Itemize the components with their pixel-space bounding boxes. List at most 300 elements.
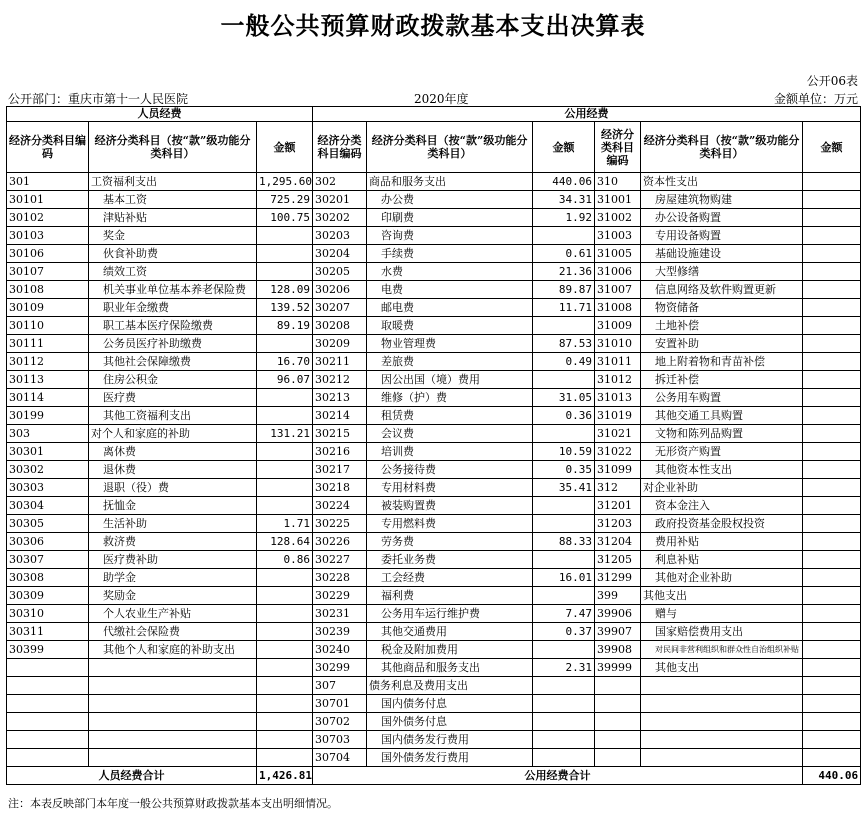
- col-subject-header: 经济分类科目（按“款”级功能分类科目）: [367, 122, 533, 173]
- footnote: 注：本表反映部门本年度一般公共预算财政拨款基本支出明细情况。: [8, 797, 338, 810]
- capital-amount-cell: [803, 551, 861, 569]
- capital-subject-cell: 信息网络及软件购置更新: [641, 281, 803, 299]
- public-code-cell: 30299: [313, 659, 367, 677]
- public-subject-cell: 维修（护）费: [367, 389, 533, 407]
- capital-amount-cell: [803, 605, 861, 623]
- personnel-amount-cell: 128.64: [257, 533, 313, 551]
- expenditure-table: [6, 106, 861, 785]
- capital-subject-cell: 对民间非营利组织和群众性自治组织补贴: [641, 641, 803, 659]
- personnel-subject-cell: 抚恤金: [89, 497, 257, 515]
- capital-amount-cell: [803, 173, 861, 191]
- public-code-cell: 30206: [313, 281, 367, 299]
- personnel-subject-cell: 绩效工资: [89, 263, 257, 281]
- capital-subject-cell: 其他支出: [641, 659, 803, 677]
- capital-subject-cell: 安置补助: [641, 335, 803, 353]
- personnel-amount-cell: 96.07: [257, 371, 313, 389]
- capital-subject-cell: 利息补贴: [641, 551, 803, 569]
- capital-code-cell: 31022: [595, 443, 641, 461]
- public-code-cell: 30224: [313, 497, 367, 515]
- capital-subject-cell: 专用设备购置: [641, 227, 803, 245]
- public-code-cell: 30213: [313, 389, 367, 407]
- personnel-amount-cell: 16.70: [257, 353, 313, 371]
- table-row: [7, 335, 861, 353]
- personnel-code-cell: 30307: [7, 551, 89, 569]
- table-row: [7, 623, 861, 641]
- table-row: [7, 389, 861, 407]
- personnel-subject-cell: 其他社会保障缴费: [89, 353, 257, 371]
- public-amount-cell: [533, 371, 595, 389]
- public-code-cell: 30209: [313, 335, 367, 353]
- public-code-cell: 302: [313, 173, 367, 191]
- public-subject-cell: 工会经费: [367, 569, 533, 587]
- capital-subject-cell: [641, 713, 803, 731]
- public-code-cell: 30231: [313, 605, 367, 623]
- personnel-amount-cell: [257, 623, 313, 641]
- personnel-amount-cell: [257, 263, 313, 281]
- personnel-amount-cell: [257, 407, 313, 425]
- personnel-subject-cell: 津贴补贴: [89, 209, 257, 227]
- personnel-subject-cell: 退休费: [89, 461, 257, 479]
- personnel-code-cell: 30199: [7, 407, 89, 425]
- personnel-subject-cell: 其他个人和家庭的补助支出: [89, 641, 257, 659]
- public-amount-cell: 10.59: [533, 443, 595, 461]
- capital-code-cell: 31009: [595, 317, 641, 335]
- public-amount-cell: [533, 227, 595, 245]
- personnel-code-cell: 30101: [7, 191, 89, 209]
- capital-code-cell: 31021: [595, 425, 641, 443]
- capital-code-cell: 31005: [595, 245, 641, 263]
- personnel-amount-cell: [257, 731, 313, 749]
- table-row: [7, 461, 861, 479]
- personnel-code-cell: 30114: [7, 389, 89, 407]
- personnel-subject-cell: 奖金: [89, 227, 257, 245]
- capital-code-cell: 31205: [595, 551, 641, 569]
- public-code-cell: 30208: [313, 317, 367, 335]
- public-subject-cell: 劳务费: [367, 533, 533, 551]
- public-code-cell: 30201: [313, 191, 367, 209]
- personnel-subject-cell: 医疗费补助: [89, 551, 257, 569]
- table-row: [7, 173, 861, 191]
- public-amount-cell: [533, 551, 595, 569]
- personnel-code-cell: 30310: [7, 605, 89, 623]
- personnel-code-cell: 30102: [7, 209, 89, 227]
- personnel-code-cell: 30303: [7, 479, 89, 497]
- public-code-cell: 30215: [313, 425, 367, 443]
- personnel-subject-cell: [89, 749, 257, 767]
- personnel-subject-cell: 伙食补助费: [89, 245, 257, 263]
- personnel-subject-cell: [89, 731, 257, 749]
- capital-amount-cell: [803, 659, 861, 677]
- public-code-cell: 30227: [313, 551, 367, 569]
- public-code-cell: 30211: [313, 353, 367, 371]
- capital-subject-cell: 基础设施建设: [641, 245, 803, 263]
- capital-amount-cell: [803, 263, 861, 281]
- public-code-cell: 30703: [313, 731, 367, 749]
- capital-amount-cell: [803, 335, 861, 353]
- capital-code-cell: 31010: [595, 335, 641, 353]
- personnel-code-cell: 30111: [7, 335, 89, 353]
- personnel-code-cell: 30113: [7, 371, 89, 389]
- table-row: [7, 443, 861, 461]
- public-code-cell: 30204: [313, 245, 367, 263]
- capital-code-cell: 31201: [595, 497, 641, 515]
- capital-subject-cell: 其他支出: [641, 587, 803, 605]
- table-row: [7, 713, 861, 731]
- personnel-subject-cell: 机关事业单位基本养老保险费: [89, 281, 257, 299]
- personnel-amount-cell: 131.21: [257, 425, 313, 443]
- public-code-cell: 30212: [313, 371, 367, 389]
- col-subject-header: 经济分类科目（按“款”级功能分类科目）: [89, 122, 257, 173]
- public-code-cell: 30216: [313, 443, 367, 461]
- col-subject-header: 经济分类科目（按“款”级功能分类科目）: [641, 122, 803, 173]
- capital-code-cell: 31099: [595, 461, 641, 479]
- table-row: [7, 587, 861, 605]
- capital-amount-cell: [803, 479, 861, 497]
- table-row: [7, 551, 861, 569]
- personnel-subject-cell: 工资福利支出: [89, 173, 257, 191]
- personnel-subject-cell: 医疗费: [89, 389, 257, 407]
- col-code-header: 经济分类科目编码: [313, 122, 367, 173]
- table-row: [7, 677, 861, 695]
- table-row: [7, 731, 861, 749]
- capital-amount-cell: [803, 461, 861, 479]
- personnel-code-cell: [7, 659, 89, 677]
- table-row: [7, 749, 861, 767]
- personnel-subject-cell: 生活补助: [89, 515, 257, 533]
- capital-subject-cell: [641, 749, 803, 767]
- capital-amount-cell: [803, 713, 861, 731]
- public-amount-cell: 21.36: [533, 263, 595, 281]
- capital-subject-cell: 物资储备: [641, 299, 803, 317]
- public-amount-cell: [533, 317, 595, 335]
- personnel-code-cell: 30108: [7, 281, 89, 299]
- capital-amount-cell: [803, 497, 861, 515]
- public-code-cell: 30205: [313, 263, 367, 281]
- capital-subject-cell: 政府投资基金股权投资: [641, 515, 803, 533]
- capital-subject-cell: 国家赔偿费用支出: [641, 623, 803, 641]
- personnel-subject-cell: 救济费: [89, 533, 257, 551]
- capital-subject-cell: 房屋建筑物购建: [641, 191, 803, 209]
- personnel-amount-cell: [257, 713, 313, 731]
- public-subject-cell: 其他交通费用: [367, 623, 533, 641]
- public-subject-cell: 邮电费: [367, 299, 533, 317]
- public-subject-cell: 国外债务付息: [367, 713, 533, 731]
- public-code-cell: 30225: [313, 515, 367, 533]
- capital-subject-cell: 无形资产购置: [641, 443, 803, 461]
- personnel-total-value: 1,426.81: [257, 767, 313, 785]
- public-code-cell: 30202: [313, 209, 367, 227]
- public-amount-cell: 0.37: [533, 623, 595, 641]
- public-code-cell: 30701: [313, 695, 367, 713]
- public-amount-cell: 87.53: [533, 335, 595, 353]
- personnel-amount-cell: [257, 695, 313, 713]
- capital-subject-cell: [641, 677, 803, 695]
- personnel-amount-cell: [257, 335, 313, 353]
- capital-amount-cell: [803, 677, 861, 695]
- personnel-code-cell: [7, 677, 89, 695]
- personnel-amount-cell: [257, 461, 313, 479]
- public-amount-cell: 88.33: [533, 533, 595, 551]
- personnel-subject-cell: [89, 659, 257, 677]
- capital-amount-cell: [803, 749, 861, 767]
- fiscal-year: 2020年度: [414, 92, 469, 106]
- personnel-subject-cell: 退职（役）费: [89, 479, 257, 497]
- personnel-amount-cell: [257, 443, 313, 461]
- public-subject-cell: 公务用车运行维护费: [367, 605, 533, 623]
- capital-subject-cell: 文物和陈列品购置: [641, 425, 803, 443]
- public-subject-cell: 专用燃料费: [367, 515, 533, 533]
- public-subject-cell: 公务接待费: [367, 461, 533, 479]
- form-number: 公开06表: [806, 74, 858, 88]
- public-amount-cell: 31.05: [533, 389, 595, 407]
- personnel-subject-cell: [89, 677, 257, 695]
- public-subject-cell: 印刷费: [367, 209, 533, 227]
- capital-subject-cell: 其他对企业补助: [641, 569, 803, 587]
- personnel-subject-cell: 助学金: [89, 569, 257, 587]
- table-row: [7, 317, 861, 335]
- table-row: [7, 191, 861, 209]
- personnel-amount-cell: [257, 245, 313, 263]
- capital-code-cell: [595, 713, 641, 731]
- capital-code-cell: 31204: [595, 533, 641, 551]
- personnel-subject-cell: [89, 713, 257, 731]
- personnel-subject-cell: 基本工资: [89, 191, 257, 209]
- capital-amount-cell: [803, 587, 861, 605]
- personnel-code-cell: 30107: [7, 263, 89, 281]
- personnel-amount-cell: 128.09: [257, 281, 313, 299]
- table-row: [7, 407, 861, 425]
- capital-subject-cell: 其他资本性支出: [641, 461, 803, 479]
- capital-code-cell: 31002: [595, 209, 641, 227]
- public-code-cell: 30214: [313, 407, 367, 425]
- public-code-cell: 30203: [313, 227, 367, 245]
- table-row: [7, 515, 861, 533]
- report-title: 一般公共预算财政拨款基本支出决算表: [220, 11, 646, 40]
- col-amount-header: 金额: [257, 122, 313, 173]
- capital-amount-cell: [803, 245, 861, 263]
- public-subject-cell: 水费: [367, 263, 533, 281]
- capital-code-cell: 31008: [595, 299, 641, 317]
- public-amount-cell: 35.41: [533, 479, 595, 497]
- personnel-amount-cell: [257, 587, 313, 605]
- capital-amount-cell: [803, 371, 861, 389]
- capital-amount-cell: [803, 731, 861, 749]
- public-subject-cell: 被装购置费: [367, 497, 533, 515]
- capital-subject-cell: 费用补贴: [641, 533, 803, 551]
- capital-amount-cell: [803, 443, 861, 461]
- public-amount-cell: 16.01: [533, 569, 595, 587]
- personnel-amount-cell: 0.86: [257, 551, 313, 569]
- col-code-header: 经济分类科目编码: [7, 122, 89, 173]
- public-amount-cell: [533, 587, 595, 605]
- public-amount-cell: 1.92: [533, 209, 595, 227]
- public-amount-cell: [533, 731, 595, 749]
- personnel-code-cell: 30112: [7, 353, 89, 371]
- capital-subject-cell: 对企业补助: [641, 479, 803, 497]
- personnel-code-cell: [7, 713, 89, 731]
- public-subject-cell: 国内债务付息: [367, 695, 533, 713]
- personnel-subject-cell: 职工基本医疗保险缴费: [89, 317, 257, 335]
- public-subject-cell: 国内债务发行费用: [367, 731, 533, 749]
- col-amount-header: 金额: [533, 122, 595, 173]
- capital-amount-cell: [803, 569, 861, 587]
- public-subject-cell: 租赁费: [367, 407, 533, 425]
- col-code-header: 经济分类科目编码: [595, 122, 641, 173]
- public-amount-cell: 0.36: [533, 407, 595, 425]
- capital-subject-cell: 其他交通工具购置: [641, 407, 803, 425]
- department-label: 公开部门：重庆市第十一人民医院: [8, 92, 189, 106]
- personnel-amount-cell: [257, 677, 313, 695]
- capital-amount-cell: [803, 407, 861, 425]
- table-row: [7, 425, 861, 443]
- capital-amount-cell: [803, 317, 861, 335]
- public-code-cell: 30229: [313, 587, 367, 605]
- public-code-cell: 30217: [313, 461, 367, 479]
- personnel-subject-cell: 住房公积金: [89, 371, 257, 389]
- personnel-subject-cell: 离休费: [89, 443, 257, 461]
- capital-amount-cell: [803, 515, 861, 533]
- public-subject-cell: 国外债务发行费用: [367, 749, 533, 767]
- public-subject-cell: 商品和服务支出: [367, 173, 533, 191]
- personnel-total-label: 人员经费合计: [7, 767, 257, 785]
- personnel-amount-cell: 1,295.60: [257, 173, 313, 191]
- personnel-code-cell: 30308: [7, 569, 89, 587]
- capital-subject-cell: 拆迁补偿: [641, 371, 803, 389]
- capital-subject-cell: [641, 695, 803, 713]
- personnel-code-cell: 30109: [7, 299, 89, 317]
- table-row: [7, 227, 861, 245]
- public-subject-cell: 手续费: [367, 245, 533, 263]
- public-amount-cell: 0.49: [533, 353, 595, 371]
- capital-code-cell: 312: [595, 479, 641, 497]
- public-code-cell: 30704: [313, 749, 367, 767]
- report-meta: [8, 90, 858, 106]
- personnel-subject-cell: 代缴社会保险费: [89, 623, 257, 641]
- personnel-code-cell: 30110: [7, 317, 89, 335]
- public-subject-cell: 专用材料费: [367, 479, 533, 497]
- capital-code-cell: 31012: [595, 371, 641, 389]
- capital-code-cell: 399: [595, 587, 641, 605]
- public-total-value: 440.06: [803, 767, 861, 785]
- public-amount-cell: [533, 749, 595, 767]
- personnel-amount-cell: [257, 749, 313, 767]
- personnel-code-cell: 30311: [7, 623, 89, 641]
- table-row: [7, 263, 861, 281]
- personnel-amount-cell: [257, 659, 313, 677]
- capital-code-cell: [595, 695, 641, 713]
- table-row: [7, 371, 861, 389]
- public-code-cell: 30240: [313, 641, 367, 659]
- personnel-code-cell: 30301: [7, 443, 89, 461]
- public-amount-cell: [533, 425, 595, 443]
- capital-subject-cell: 赠与: [641, 605, 803, 623]
- capital-amount-cell: [803, 695, 861, 713]
- public-amount-cell: [533, 695, 595, 713]
- public-amount-cell: 7.47: [533, 605, 595, 623]
- public-subject-cell: 咨询费: [367, 227, 533, 245]
- public-subject-cell: 办公费: [367, 191, 533, 209]
- capital-code-cell: 31007: [595, 281, 641, 299]
- personnel-code-cell: 30309: [7, 587, 89, 605]
- public-amount-cell: 0.35: [533, 461, 595, 479]
- public-subject-cell: 电费: [367, 281, 533, 299]
- amount-unit: 金额单位：万元: [773, 92, 858, 106]
- capital-amount-cell: [803, 389, 861, 407]
- table-row: [7, 695, 861, 713]
- personnel-subject-cell: 奖励金: [89, 587, 257, 605]
- personnel-code-cell: 30306: [7, 533, 89, 551]
- personnel-header: 人员经费: [7, 107, 313, 122]
- public-subject-cell: 委托业务费: [367, 551, 533, 569]
- capital-subject-cell: 公务用车购置: [641, 389, 803, 407]
- personnel-amount-cell: [257, 227, 313, 245]
- capital-subject-cell: 资本性支出: [641, 173, 803, 191]
- public-amount-cell: [533, 713, 595, 731]
- capital-amount-cell: [803, 353, 861, 371]
- capital-code-cell: 31001: [595, 191, 641, 209]
- public-subject-cell: 福利费: [367, 587, 533, 605]
- table-row: [7, 569, 861, 587]
- capital-code-cell: 31006: [595, 263, 641, 281]
- table-row: [7, 479, 861, 497]
- capital-code-cell: 39907: [595, 623, 641, 641]
- capital-amount-cell: [803, 209, 861, 227]
- personnel-code-cell: 303: [7, 425, 89, 443]
- table-row: [7, 641, 861, 659]
- public-header: 公用经费: [313, 107, 861, 122]
- capital-code-cell: 31019: [595, 407, 641, 425]
- table-row: [7, 659, 861, 677]
- public-subject-cell: 其他商品和服务支出: [367, 659, 533, 677]
- personnel-amount-cell: 89.19: [257, 317, 313, 335]
- capital-code-cell: [595, 677, 641, 695]
- public-amount-cell: 0.61: [533, 245, 595, 263]
- table-body: [7, 173, 861, 767]
- personnel-subject-cell: 其他工资福利支出: [89, 407, 257, 425]
- public-subject-cell: 税金及附加费用: [367, 641, 533, 659]
- public-code-cell: 30239: [313, 623, 367, 641]
- capital-amount-cell: [803, 227, 861, 245]
- public-code-cell: 30207: [313, 299, 367, 317]
- capital-subject-cell: 大型修缮: [641, 263, 803, 281]
- public-code-cell: 30226: [313, 533, 367, 551]
- public-amount-cell: [533, 497, 595, 515]
- table-row: [7, 605, 861, 623]
- capital-amount-cell: [803, 641, 861, 659]
- capital-subject-cell: 地上附着物和青苗补偿: [641, 353, 803, 371]
- public-total-label: 公用经费合计: [313, 767, 803, 785]
- capital-code-cell: 31013: [595, 389, 641, 407]
- public-amount-cell: [533, 515, 595, 533]
- public-amount-cell: 11.71: [533, 299, 595, 317]
- personnel-amount-cell: [257, 569, 313, 587]
- personnel-code-cell: 301: [7, 173, 89, 191]
- totals-row: [7, 767, 861, 785]
- personnel-code-cell: [7, 695, 89, 713]
- public-subject-cell: 培训费: [367, 443, 533, 461]
- personnel-code-cell: 30399: [7, 641, 89, 659]
- personnel-code-cell: 30305: [7, 515, 89, 533]
- table-row: [7, 281, 861, 299]
- public-subject-cell: 取暖费: [367, 317, 533, 335]
- capital-code-cell: 39906: [595, 605, 641, 623]
- public-subject-cell: 债务利息及费用支出: [367, 677, 533, 695]
- capital-code-cell: [595, 731, 641, 749]
- capital-subject-cell: [641, 731, 803, 749]
- capital-amount-cell: [803, 623, 861, 641]
- personnel-code-cell: [7, 749, 89, 767]
- personnel-amount-cell: [257, 389, 313, 407]
